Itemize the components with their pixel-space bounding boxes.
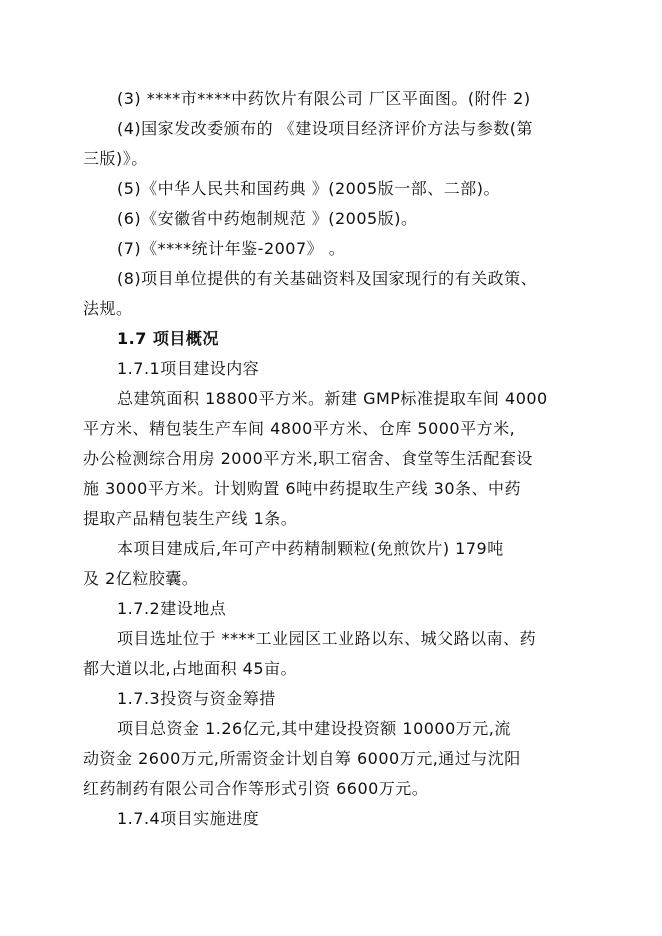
- paragraph-investment-line-2: 动资金 2600万元,所需资金计划自筹 6000万元,通过与沈阳: [83, 749, 521, 768]
- section-heading-1-7: 1.7 项目概况: [117, 329, 219, 348]
- paragraph-investment-line-1: 项目总资金 1.26亿元,其中建设投资额 10000万元,流: [117, 719, 511, 738]
- reference-item-6: (6)《安徽省中药炮制规范 》(2005版)。: [117, 209, 418, 228]
- paragraph-construction-line-5: 提取产品精包装生产线 1条。: [83, 509, 298, 528]
- paragraph-output-line-2: 及 2亿粒胶囊。: [83, 569, 199, 588]
- paragraph-location-line-2: 都大道以北,占地面积 45亩。: [83, 659, 298, 678]
- paragraph-construction-line-1: 总建筑面积 18800平方米。新建 GMP标准提取车间 4000: [117, 389, 548, 408]
- paragraph-construction-line-3: 办公检测综合用房 2000平方米,职工宿舍、食堂等生活配套设: [83, 449, 533, 468]
- reference-item-7: (7)《****统计年鉴-2007》 。: [117, 239, 346, 258]
- paragraph-construction-line-4: 施 3000平方米。计划购置 6吨中药提取生产线 30条、中药: [83, 479, 522, 498]
- subsection-heading-1-7-3: 1.7.3投资与资金筹措: [117, 689, 276, 708]
- reference-item-8: (8)项目单位提供的有关基础资料及国家现行的有关政策、: [117, 269, 538, 288]
- subsection-heading-1-7-2: 1.7.2建设地点: [117, 599, 227, 618]
- paragraph-investment-line-3: 红药制药有限公司合作等形式引资 6600万元。: [83, 779, 429, 798]
- paragraph-construction-line-2: 平方米、精包装生产车间 4800平方米、仓库 5000平方米,: [83, 419, 516, 438]
- reference-item-8-continued: 法规。: [83, 299, 133, 318]
- reference-item-4-continued: 三版)》。: [83, 149, 148, 168]
- subsection-heading-1-7-4: 1.7.4项目实施进度: [117, 809, 260, 828]
- paragraph-output-line-1: 本项目建成后,年可产中药精制颗粒(免煎饮片) 179吨: [117, 539, 504, 558]
- subsection-heading-1-7-1: 1.7.1项目建设内容: [117, 359, 260, 378]
- reference-item-4: (4)国家发改委颁布的 《建设项目经济评价方法与参数(第: [117, 119, 533, 138]
- reference-item-5: (5)《中华人民共和国药典 》(2005版一部、二部)。: [117, 179, 500, 198]
- paragraph-location-line-1: 项目选址位于 ****工业园区工业路以东、城父路以南、药: [117, 629, 537, 648]
- reference-item-3: (3) ****市****中药饮片有限公司 厂区平面图。(附件 2): [117, 89, 531, 108]
